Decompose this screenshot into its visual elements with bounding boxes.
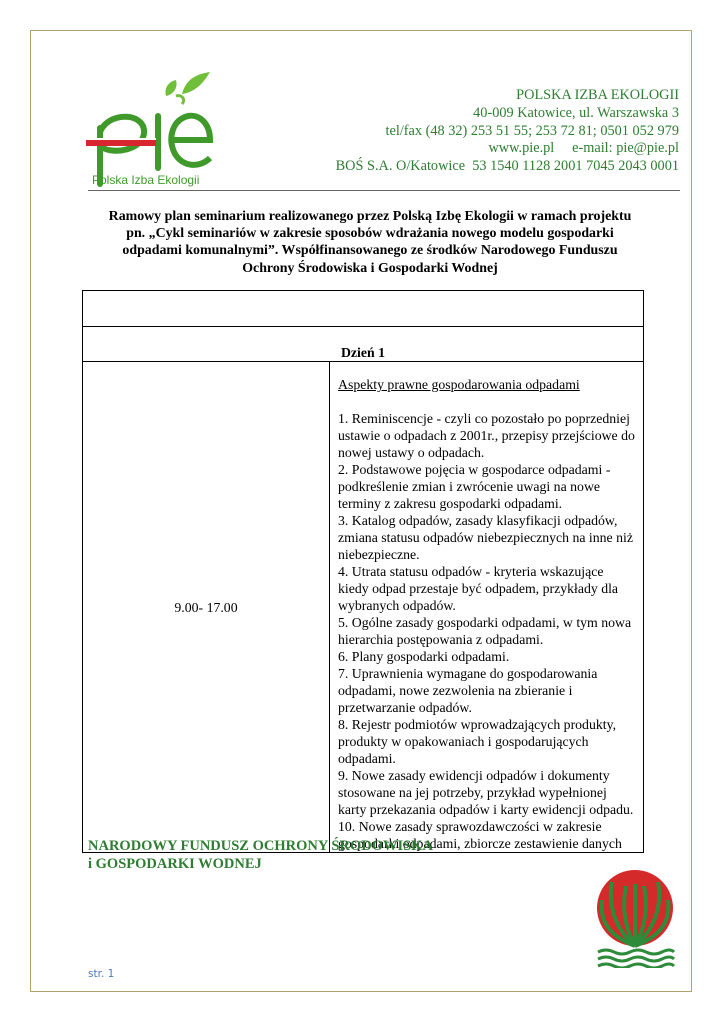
title-line: pn. „Cykl seminariów w zakresie sposobów wdrażania nowego modelu gospodarki	[126, 226, 614, 242]
nfosigw-logo-icon	[594, 868, 676, 968]
org-phone: tel/fax (48 32) 253 51 55; 253 72 81; 0501 052 979	[385, 122, 679, 139]
program-item: 4. Utrata statusu odpadów - kryteria wskazujące kiedy odpad przestaje być odpadem, przykłady dla wybranych odpadów.	[338, 564, 619, 613]
header-divider	[88, 190, 680, 191]
footer-funder-line: i GOSPODARKI WODNEJ	[88, 856, 262, 872]
org-name: POLSKA IZBA EKOLOGII	[516, 87, 679, 103]
program-item: 7. Uprawnienia wymagane do gospodarowania odpadami, nowe zezwolenia na zbieranie i przetwarzanie odpadów.	[338, 666, 598, 715]
topic-heading: Aspekty prawne gospodarowania odpadami	[338, 377, 580, 392]
program-cell	[330, 362, 644, 853]
program-item: 8. Rejestr podmiotów wprowadzających produkty, produkty w opakowaniach i gospodarujących odpadami.	[338, 717, 617, 766]
schedule-table	[82, 290, 644, 853]
org-address: 40-009 Katowice, ul. Warszawska 3	[473, 104, 679, 121]
pie-logo-icon	[86, 72, 226, 190]
org-bank-account: BOŚ S.A. O/Katowice 53 1540 1128 2001 7045 2043 0001	[335, 158, 679, 175]
footer-funder	[88, 837, 433, 873]
program-item: 1. Reminiscencje - czyli co pozostało po poprzedniej ustawie o odpadach z 2001r., przepisy przejściowe do nowej ustawy o odpadach.	[338, 411, 635, 460]
svg-text:Polska Izba Ekologii: Polska Izba Ekologii	[92, 173, 200, 187]
page-number: str. 1	[88, 968, 115, 980]
time-cell: 9.00- 17.00	[83, 362, 330, 853]
program-item: 6. Plany gospodarki odpadami.	[338, 649, 510, 664]
footer-funder-line: NARODOWY FUNDUSZ OCHRONY ŚRODOWISKA	[88, 838, 433, 854]
org-contact-block	[336, 87, 679, 176]
title-line: odpadami komunalnymi”. Współfinansowanego ze środków Narodowego Funduszu	[122, 243, 618, 259]
title-line: Ramowy plan seminarium realizowanego przez Polską Izbę Ekologii w ramach projektu	[108, 209, 632, 224]
org-web-email: www.pie.pl e-mail: pie@pie.pl	[488, 140, 679, 157]
title-line: Ochrony Środowiska i Gospodarki Wodnej	[242, 260, 498, 276]
document-title	[80, 208, 660, 277]
program-item: 10. Nowe zasady sprawozdawczości w zakresie gospodarki odpadami, zbiorcze zestawienie danych	[338, 819, 622, 851]
table-row	[83, 362, 644, 853]
day-label: Dzień 1	[83, 327, 644, 362]
program-item: 5. Ogólne zasady gospodarki odpadami, w tym nowa hierarchia postępowania z odpadami.	[338, 615, 632, 647]
program-item: 2. Podstawowe pojęcia w gospodarce odpadami - podkreślenie zmian i zwrócenie uwagi na nowe terminy z zakresu gospodarki odpadami.	[338, 462, 611, 511]
program-item: 9. Nowe zasady ewidencji odpadów i dokumenty stosowane na jej potrzeby, przykład wypełnionej karty przekazania odpadów i karty ewidencji odpadu.	[338, 768, 634, 817]
table-day-row	[83, 327, 644, 362]
table-empty-row	[83, 291, 644, 327]
program-item: 3. Katalog odpadów, zasady klasyfikacji odpadów, zmiana statusu odpadów niebezpiecznych na inne niż niebezpieczne.	[338, 513, 633, 562]
